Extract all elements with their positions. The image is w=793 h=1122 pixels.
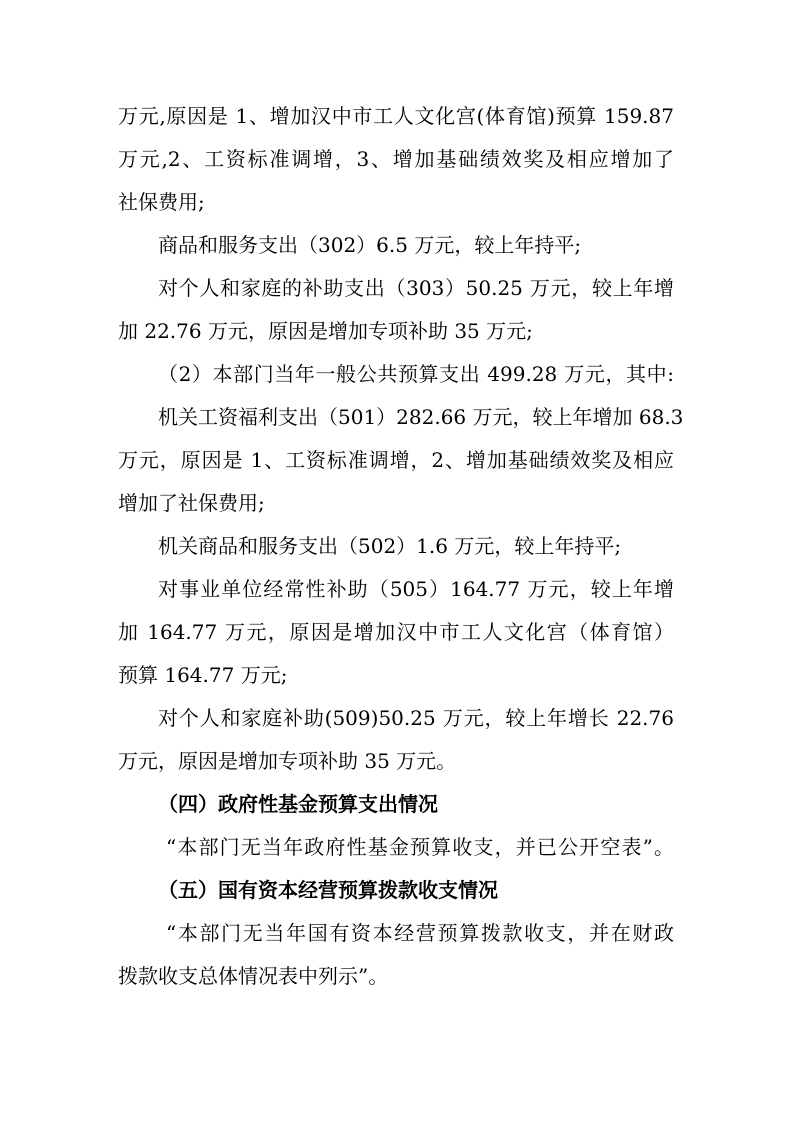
paragraph-text: 预算 164.77 万元; [118,663,288,687]
paragraph-text: “本部门无当年国有资本经营预算拨款收支，并在财政 [166,921,674,945]
paragraph-text: 增加了社保费用; [118,491,265,515]
paragraph-text: 社保费用; [118,190,205,214]
paragraph-text: 机关商品和服务支出（502）1.6 万元，较上年持平; [158,534,622,558]
paragraph-text: 对个人和家庭补助(509)50.25 万元，较上年增长 22.76 [158,706,674,730]
heading-text: （五）国有资本经营预算拨款收支情况 [158,878,498,902]
paragraph-text: 加 164.77 万元，原因是增加汉中市工人文化宫（体育馆） [118,620,674,644]
paragraph-text: （2）本部门当年一般公共预算支出 499.28 万元，其中: [158,362,674,386]
paragraph-text: 万元,2、工资标准调增，3、增加基础绩效奖及相应增加了 [118,147,674,171]
paragraph-text: 万元，原因是增加专项补助 35 万元。 [118,749,457,773]
paragraph-text: 万元,原因是 1、增加汉中市工人文化宫(体育馆)预算 159.87 [118,104,674,128]
heading-text: （四）政府性基金预算支出情况 [158,792,438,816]
paragraph-text: 拨款收支总体情况表中列示”。 [118,964,389,988]
paragraph-text: “本部门无当年政府性基金预算收支，并已公开空表”。 [166,835,674,859]
paragraph-text: 商品和服务支出（302）6.5 万元，较上年持平; [158,233,582,257]
paragraph-text: 对个人和家庭的补助支出（303）50.25 万元，较上年增 [158,276,674,300]
paragraph-text: 对事业单位经常性补助（505）164.77 万元，较上年增 [158,577,674,601]
paragraph-text: 加 22.76 万元，原因是增加专项补助 35 万元; [118,319,533,343]
paragraph-text: 万元，原因是 1、工资标准调增，2、增加基础绩效奖及相应 [118,448,674,472]
paragraph-text: 机关工资福利支出（501）282.66 万元，较上年增加 68.3 [158,405,684,429]
